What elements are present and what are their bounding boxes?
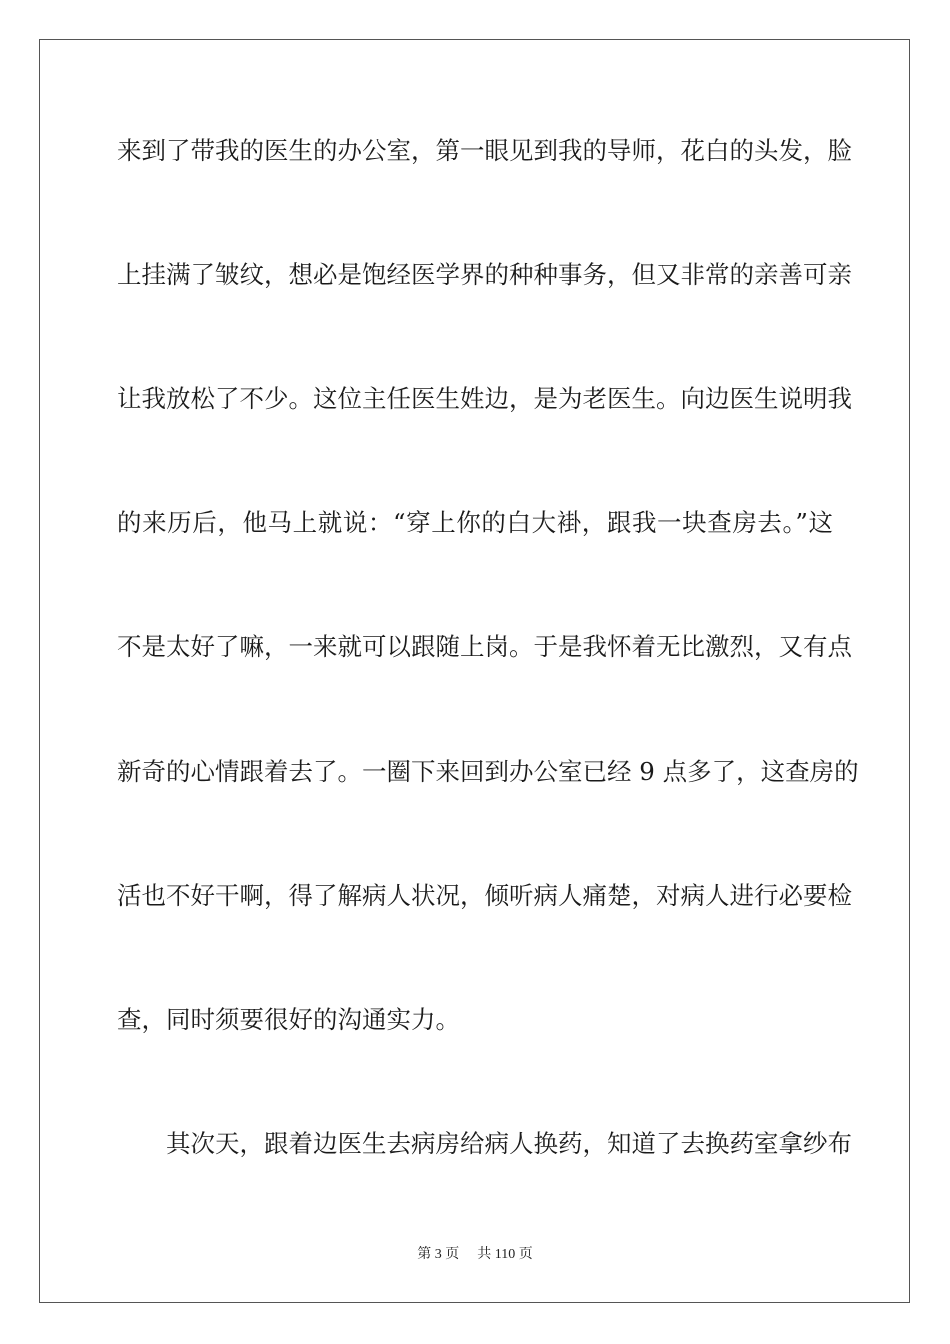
- text-line: 的来历后，他马上就说：“穿上你的白大褂，跟我一块查房去。”这: [117, 508, 833, 537]
- text-line: 其次天，跟着边医生去病房给病人换药，知道了去换药室拿纱布: [166, 1129, 852, 1158]
- page-border: [39, 39, 910, 1303]
- text-line: 不是太好了嘛，一来就可以跟随上岗。于是我怀着无比激烈，又有点: [117, 632, 852, 661]
- text-line: 上挂满了皱纹，想必是饱经医学界的种种事务，但又非常的亲善可亲: [117, 260, 852, 289]
- page-footer: [0, 1246, 950, 1264]
- page-number: 第 3 页: [417, 1247, 460, 1262]
- text-line: 让我放松了不少。这位主任医生姓边，是为老医生。向边医生说明我: [117, 384, 852, 413]
- page-total: 共 110 页: [477, 1247, 533, 1262]
- text-line: 活也不好干啊，得了解病人状况，倾听病人痛楚，对病人进行必要检: [117, 881, 852, 910]
- text-line: 来到了带我的医生的办公室，第一眼见到我的导师，花白的头发，脸: [117, 136, 852, 165]
- text-line: 查，同时须要很好的沟通实力。: [117, 1005, 460, 1034]
- text-line: 新奇的心情跟着去了。一圈下来回到办公室已经 9 点多了，这查房的: [117, 757, 859, 786]
